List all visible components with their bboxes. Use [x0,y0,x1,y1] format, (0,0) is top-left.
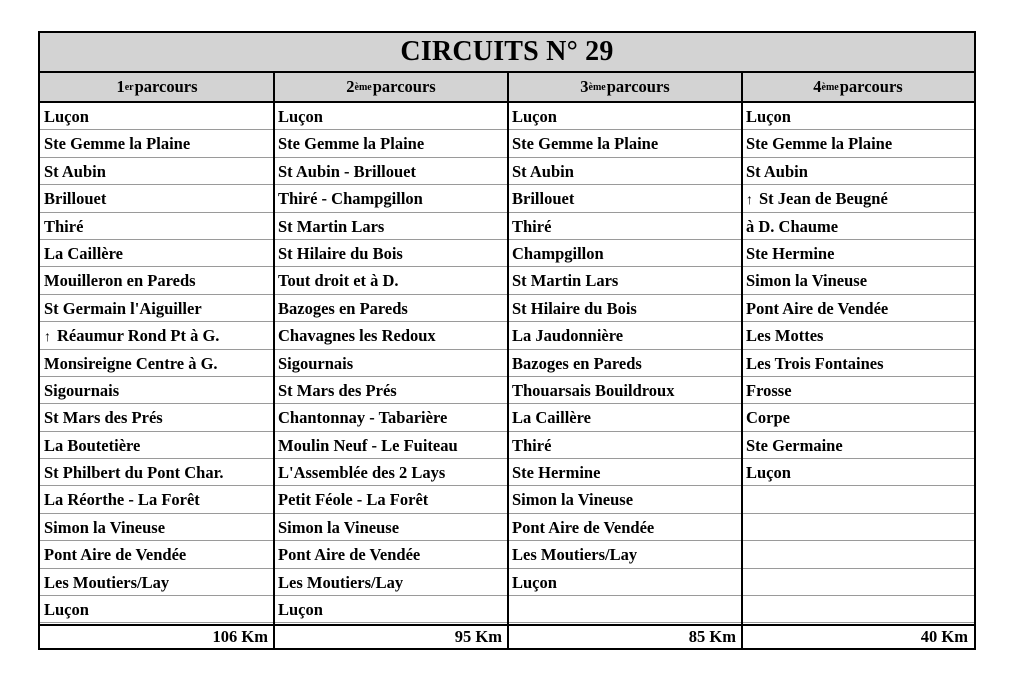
route-stop-label: Luçon [512,107,557,126]
route-stop-label: Bazoges en Pareds [512,353,642,373]
column-ordinal-suffix: ème [821,81,839,93]
column-ordinal-suffix: er [124,81,134,93]
route-stop-label: Champgillon [512,243,604,263]
route-stop [508,158,742,185]
route-stop [742,158,974,185]
route-stop [274,130,508,157]
route-stop [508,213,742,240]
route-stop [742,322,974,349]
route-stop [508,240,742,267]
route-stop [742,185,974,212]
route-stop-label: La Réorthe - La Forêt [44,490,200,510]
route-stop [742,350,974,377]
route-stop-label: Pont Aire de Vendée [512,517,655,537]
route-column-3 [508,103,742,623]
route-stop-label: Thouarsais Bouildroux [512,380,675,400]
route-stop [274,213,508,240]
totals-row [40,624,974,648]
route-stop [274,240,508,267]
up-arrow-icon: ↑ [44,330,51,346]
route-stop-label: Luçon [278,107,323,126]
route-stop [508,596,742,623]
route-stop-label: St Aubin [44,161,106,181]
route-stop-label: Simon la Vineuse [746,271,868,291]
route-stop [274,432,508,459]
route-stop [274,569,508,596]
route-stop-label: à D. Chaume [746,216,839,236]
route-stop-label: Ste Gemme la Plaine [512,134,659,154]
route-stop-label: St Germain l'Aiguiller [44,298,202,318]
route-stop [274,486,508,513]
route-stop-label: L'Assemblée des 2 Lays [278,463,446,483]
route-stop-label: Thiré [512,216,552,236]
route-stop-label: La Jaudonnière [512,326,624,346]
route-stop [508,130,742,157]
route-stop [274,295,508,322]
route-stop [742,459,974,486]
route-stop [40,432,274,459]
route-stop [40,350,274,377]
route-stop [40,158,274,185]
route-stop-label: Les Mottes [746,326,824,346]
route-stop-label: Les Moutiers/Lay [278,572,404,592]
column-header-4 [742,73,974,101]
route-stop [274,158,508,185]
route-stop-label: Les Trois Fontaines [746,353,884,373]
route-stop-label: Luçon [278,600,323,620]
route-stop-label: Pont Aire de Vendée [44,545,187,565]
route-stop [274,541,508,568]
route-stop [508,350,742,377]
route-stop [508,404,742,431]
route-stop-label: Brillouet [44,189,107,209]
route-stop [274,404,508,431]
route-stop-label: Ste Germaine [746,435,843,455]
route-stop-label: Ste Gemme la Plaine [44,134,191,154]
route-stop-label: Luçon [512,572,557,592]
route-stop [40,486,274,513]
route-column-2 [274,103,508,623]
route-stop [40,295,274,322]
route-stop [274,322,508,349]
route-stop-label: Chantonnay - Tabarière [278,408,448,428]
route-stop [40,459,274,486]
column-number: 2 [346,77,355,96]
route-stop [40,185,274,212]
route-stop-label: Ste Gemme la Plaine [746,134,893,154]
route-stop-label: Frosse [746,380,792,400]
route-stop [40,404,274,431]
route-stop-label: Pont Aire de Vendée [278,545,421,565]
route-stop-label: St Jean de Beugné [759,189,888,209]
route-stop [742,213,974,240]
route-stop [742,486,974,513]
route-stop-label: La Caillère [512,408,591,428]
route-stop [508,514,742,541]
route-stop-label: St Aubin [512,161,574,181]
route-stop [742,240,974,267]
route-stop-label: Monsireigne Centre à G. [44,353,218,373]
route-stop-label: Sigournais [278,353,354,373]
route-stop [274,267,508,294]
route-stop [40,596,274,623]
column-header-2 [274,73,508,101]
route-stop [274,350,508,377]
route-stop-label: Les Moutiers/Lay [512,545,638,565]
route-stop [508,185,742,212]
route-column-1 [40,103,274,623]
route-stop-label: Sigournais [44,380,120,400]
column-number: 1 [116,77,125,96]
column-divider [507,73,509,648]
route-stop [742,514,974,541]
route-stop-label: Thiré [512,435,552,455]
column-header-3 [508,73,742,101]
column-ordinal-suffix: ème [588,81,606,93]
route-stop [508,377,742,404]
route-stop-label: Bazoges en Pareds [278,298,408,318]
route-stop-label: Simon la Vineuse [512,490,634,510]
column-number: 4 [813,77,822,96]
route-stop-label: Tout droit et à D. [278,271,399,291]
route-stop [40,569,274,596]
column-label: parcours [372,77,436,96]
circuits-table [38,31,976,650]
route-stop-label: St Mars des Prés [278,380,397,400]
route-stop-label: St Martin Lars [278,216,385,236]
column-ordinal-suffix: ème [354,81,372,93]
route-distance: 106 Km [212,627,268,646]
route-stop-label: La Boutetière [44,435,141,455]
route-stop-label: St Hilaire du Bois [512,298,637,318]
route-stop [274,103,508,130]
column-header-1 [40,73,274,101]
route-stop-label: La Caillère [44,243,123,263]
route-stop [742,432,974,459]
route-stop-label: Ste Hermine [746,243,835,263]
route-stop-label: St Aubin - Brillouet [278,161,416,181]
route-stop-label: Réaumur Rond Pt à G. [57,326,220,346]
route-stop-label: Corpe [746,408,790,428]
route-stop [40,213,274,240]
route-stop-label: Brillouet [512,189,575,209]
route-stop [742,569,974,596]
route-stop [742,267,974,294]
route-stop-label: Simon la Vineuse [278,517,400,537]
route-stop-label: Luçon [44,600,89,620]
route-distance: 95 Km [454,627,502,646]
route-stop [40,240,274,267]
route-stop [274,514,508,541]
column-divider [273,73,275,648]
route-stop-label: Ste Gemme la Plaine [278,134,425,154]
route-stop-label: Ste Hermine [512,463,601,483]
route-stop [508,432,742,459]
column-divider [741,73,743,648]
route-distance: 40 Km [920,627,968,646]
route-stop [508,459,742,486]
route-stop-label: St Hilaire du Bois [278,243,403,263]
route-stop-label: St Martin Lars [512,271,619,291]
route-stop-label: Petit Féole - La Forêt [278,490,429,510]
route-stop [508,486,742,513]
route-stop [40,541,274,568]
route-stop [508,541,742,568]
route-stop [508,103,742,130]
route-stop [40,130,274,157]
route-stop [274,185,508,212]
column-label: parcours [134,77,198,96]
column-number: 3 [580,77,589,96]
route-stop [742,103,974,130]
route-stop [742,377,974,404]
column-label: parcours [839,77,903,96]
route-stop [40,377,274,404]
route-stop [40,267,274,294]
column-label: parcours [606,77,670,96]
route-stop-label: Luçon [746,463,791,483]
route-stop [40,514,274,541]
route-distance: 85 Km [688,627,736,646]
route-stop-label: Luçon [44,107,89,126]
route-stop-label: St Aubin [746,161,808,181]
route-stop [742,404,974,431]
route-stop-label: St Mars des Prés [44,408,163,428]
route-stop-label: Thiré - Champgillon [278,189,423,209]
route-stop [508,267,742,294]
route-stop-label: Thiré [44,216,84,236]
route-stop-label: Simon la Vineuse [44,517,166,537]
route-stop-label: Moulin Neuf - Le Fuiteau [278,435,458,455]
route-stop [508,322,742,349]
route-stop [508,295,742,322]
route-stop [274,596,508,623]
route-stop-label: Mouilleron en Pareds [44,271,196,291]
route-stop [742,596,974,623]
route-stop-label: Pont Aire de Vendée [746,298,889,318]
route-stop [742,541,974,568]
route-stop-label: Les Moutiers/Lay [44,572,170,592]
route-stop [742,295,974,322]
table-title: CIRCUITS N° 29 [40,33,974,73]
route-stop [40,322,274,349]
route-stop-label: Chavagnes les Redoux [278,326,436,346]
route-stop [508,569,742,596]
up-arrow-icon: ↑ [746,193,753,209]
route-stop [40,103,274,130]
route-stop [274,377,508,404]
route-stop [742,130,974,157]
route-stop [274,459,508,486]
route-stop-label: St Philbert du Pont Char. [44,463,224,483]
route-column-4 [742,103,974,623]
route-stop-label: Luçon [746,107,791,126]
